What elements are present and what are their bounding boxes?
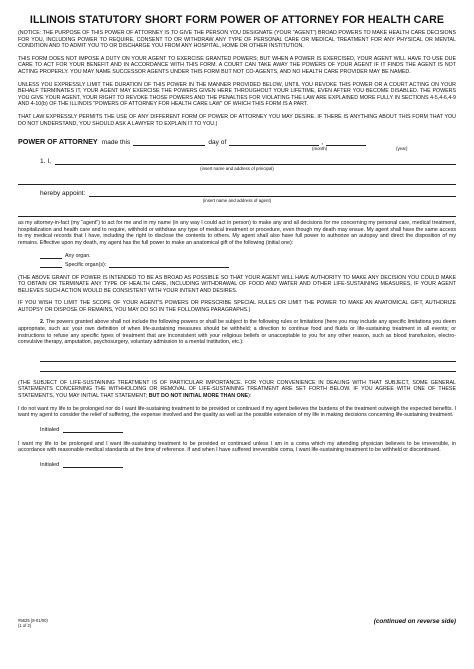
gift-option-any (40, 253, 456, 259)
agent-field[interactable] (89, 189, 456, 197)
principal-caption: (insert name and address of principal) (200, 166, 274, 172)
gift-option-specific (40, 262, 456, 268)
form-number-block (18, 618, 48, 628)
limitations-line-2[interactable] (40, 362, 456, 372)
made-this-label: made this (101, 139, 131, 147)
statement-2-initialed-label: Initialed (40, 462, 60, 468)
principal-field[interactable] (55, 157, 456, 165)
date-captions (18, 146, 456, 153)
duty-paragraph: THIS FORM DOES NOT IMPOSE A DUTY ON YOUR AGENT TO EXERCISE GRANTED POWERS; BUT WHEN A POWER IS EXERCISED, YOUR AGENT WILL HAVE TO USE DUE CARE TO ACT FOR YOUR BENEFIT AND IN ACCORDANCE WITH THIS FORM. A COURT CAN TAKE AWAY THE POWERS OF YOUR AGENT IF IT FINDS THE AGENT IS NOT ACTING PROPERLY. YOU MAY NAME SUCCESSOR AGENTS UNDER THIS FORM BUT NOT CO-AGENTS, AND NO HEALTH CARE PROVIDER MAY BE NAMED. (18, 55, 456, 75)
form-number: #5625 (8-01/00) (18, 618, 48, 623)
month-field[interactable] (229, 138, 319, 146)
agent-field-line-2[interactable] (18, 207, 456, 217)
statement-1-initial-field[interactable] (63, 425, 123, 433)
principal-number: 1. I, (40, 158, 51, 166)
limitations-line-1[interactable] (40, 352, 456, 362)
statement-1-initial-row (40, 425, 456, 433)
poa-label: POWER OF ATTORNEY (18, 137, 98, 147)
statement-2: I want my life to be prolonged and I want life-sustaining treatment to be provided or continued unless I am in a coma which my attending physician believes to be irreversible, in accordance with reasonable medical standards at the time of reference. If and when I have suffered irreversible coma, I want life-sustaining treatment to be withheld or discontinued. (18, 440, 456, 454)
agent-caption: (insert name and address of agent) (202, 198, 272, 204)
day-field[interactable] (133, 138, 205, 146)
document-title: ILLINOIS STATUTORY SHORT FORM POWER OF ATTORNEY FOR HEALTH CARE (29, 14, 445, 26)
day-of-label: day of (208, 139, 227, 147)
poa-date-line: POWER OF ATTORNEY made this day of , (18, 137, 456, 146)
statement-2-initial-row (40, 460, 456, 468)
statement-2-initial-field[interactable] (63, 460, 123, 468)
life-sustaining-text: (THE SUBJECT OF LIFE-SUSTAINING TREATMENT IS OF PARTICULAR IMPORTANCE. FOR YOUR CONVENIENCE IN DEALING WITH THAT SUBJECT, SOME GENERAL STATEMENTS CONCERNING THE WITHHOLDING OR REMOVAL OF LIFE-SUSTAINING TREATMENT ARE SET FORTH BELOW. IF YOU AGREE WITH ONE OF THESE STATEMENTS, YOU MAY INITIAL THAT STATEMENT; (18, 379, 456, 400)
year-caption: (year) (396, 146, 408, 152)
broad-grant-paragraph: (THE ABOVE GRANT OF POWER IS INTENDED TO BE AS BROAD AS POSSIBLE SO THAT YOUR AGENT WILL HAVE AUTHORITY TO MAKE ANY DECISION YOU COULD MAKE TO OBTAIN OR TERMINATE ANY TYPE OF HEALTH CARE, INCLUDING WITHDRAWAL OF FOOD AND WATER AND OTHER LIFE-SUSTAINING MEASURES, IF YOUR AGENT BELIEVES SUCH ACTION WOULD BE CONSISTENT WITH YOUR INTENT AND DESIRES. (18, 274, 456, 294)
agent-powers-paragraph: as my attorney-in-fact (my "agent") to act for me and in my name (in any way I could act in person) to make any and all decisions for me concerning my personal care, medical treatment, hospitalization and health care and to require, withhold or withdraw any type of medical treatment or procedure, even though my death may ensue. My agent shall have the same access to my medical records that I have, including the right to disclose the contents to others. My agent shall also have full power to authorize an autopsy and direct the disposition of my remains. Effective upon my death, my agent has the full power to make an anatomical gift of the following (initial one): (18, 220, 456, 246)
continued-note: (continued on reverse side) (373, 618, 456, 625)
year-field[interactable] (326, 138, 366, 146)
gift-specific-label: Specific organ(s): (65, 261, 107, 268)
gift-specific-organs-field[interactable] (109, 262, 229, 268)
paragraph-2-text: The powers granted above shall not include the following powers or shall be subject to the following rules or limitations (here you may include any specific limitations you deem appropriate, such as: your own definition of when life-sustaining measures should be withheld; a direction to continue food and fluids or life-sustaining treatment in all events; or instructions to refuse any specific types of treatment that are inconsistent with your religious beliefs or unacceptable to you for any other reason, such as blood transfusion, electro-convulsive therapy, amputation, psychosurgery, voluntary admission to a mental institution, etc.): (18, 319, 456, 346)
limit-scope-paragraph: IF YOU WISH TO LIMIT THE SCOPE OF YOUR AGENT'S POWERS OR PRESCRIBE SPECIAL RULES OR LIMIT THE POWER TO MAKE AN ANATOMICAL GIFT, AUTHORIZE AUTOPSY OR DISPOSE OF REMAINS, YOU MAY DO SO IN THE FOLLOWING PARAGRAPHS.) (18, 300, 456, 313)
limitations-paragraph (18, 319, 456, 345)
appoint-row (40, 189, 456, 197)
gift-any-label: Any organ. (65, 252, 91, 259)
month-caption: (month) (312, 146, 328, 152)
gift-any-initial-field[interactable] (40, 253, 62, 259)
duration-paragraph: UNLESS YOU EXPRESSLY LIMIT THE DURATION OF THIS POWER IN THE MANNER PROVIDED BELOW, UNTIL YOU REVOKE THIS POWER OR A COURT ACTING ON YOUR BEHALF TERMINATES IT, YOUR AGENT MAY EXERCISE THE POWERS GIVEN HERE THROUGHOUT YOUR LIFETIME, EVEN AFTER YOU BECOME DISABLED. THE POWERS YOU GIVE YOUR AGENT, YOUR RIGHT TO REVOKE THOSE POWERS AND THE PENALTIES FOR VIOLATING THE LAW ARE EXPLAINED MORE FULLY IN SECTIONS 4-5,4-6,4-9 AND 4-10(b) OF THE ILLINOIS "POWERS OF ATTORNEY FOR HEALTH CARE LAW" OF WHICH THIS FORM IS A PART. (18, 81, 456, 108)
notice-paragraph: (NOTICE: THE PURPOSE OF THIS POWER OF ATTORNEY IS TO GIVE THE PERSON YOU DESIGNATE (YOUR "AGENT") BROAD POWERS TO MAKE HEALTH CARE DECISIONS FOR YOU, INCLUDING POWER TO REQUIRE, CONSENT TO OR WITHDRAW ANY TYPE OF PERSONAL CARE OR MEDICAL TREATMENT FOR ANY PHYSICAL OR MENTAL CONDITION AND TO ADMIT YOU TO OR DISCHARGE YOU FROM ANY HOSPITAL, HOME OR OTHER INSTITUTION. (18, 30, 456, 50)
law-paragraph: THAT LAW EXPRESSLY PERMITS THE USE OF ANY DIFFERENT FORM OF POWER OF ATTORNEY YOU MAY DESIRE. IF THERE IS ANYTHING ABOUT THIS FORM THAT YOU DO NOT UNDERSTAND, YOU SHOULD ASK A LAWYER TO EXPLAIN IT TO YOU.) (18, 113, 456, 127)
paragraph-2-number: 2. (40, 319, 45, 326)
principal-field-line-2[interactable] (18, 175, 456, 185)
principal-row (40, 157, 456, 165)
life-sustaining-bold: BUT DO NOT INITIAL MORE THAN ONE (148, 393, 249, 400)
statement-1: I do not want my life to be prolonged nor do I want life-sustaining treatment to be provided or continued if my agent believes the burdens of the treatment outweigh the expected benefits. I want my agent to consider the relief of suffering, the expense involved and the quality as well as the possible extension of my life in making decisions concerning life-sustaining treatment. (18, 405, 456, 419)
appoint-label: hereby appoint: (40, 190, 86, 198)
page-number: (1 of 2) (18, 623, 32, 628)
statement-1-initialed-label: Initialed (40, 426, 60, 433)
life-sustaining-paragraph: (THE SUBJECT OF LIFE-SUSTAINING TREATMENT IS OF PARTICULAR IMPORTANCE. FOR YOUR CONVENIENCE IN DEALING WITH THAT SUBJECT, SOME GENERAL STATEMENTS CONCERNING THE WITHHOLDING OR REMOVAL OF LIFE-SUSTAINING TREATMENT ARE SET FORTH BELOW. IF YOU AGREE WITH ONE OF THESE STATEMENTS, YOU MAY INITIAL THAT STATEMENT; BUT DO NOT INITIAL MORE THAN ONE): (18, 379, 456, 400)
page-footer (18, 618, 456, 628)
gift-specific-initial-field[interactable] (40, 262, 62, 268)
